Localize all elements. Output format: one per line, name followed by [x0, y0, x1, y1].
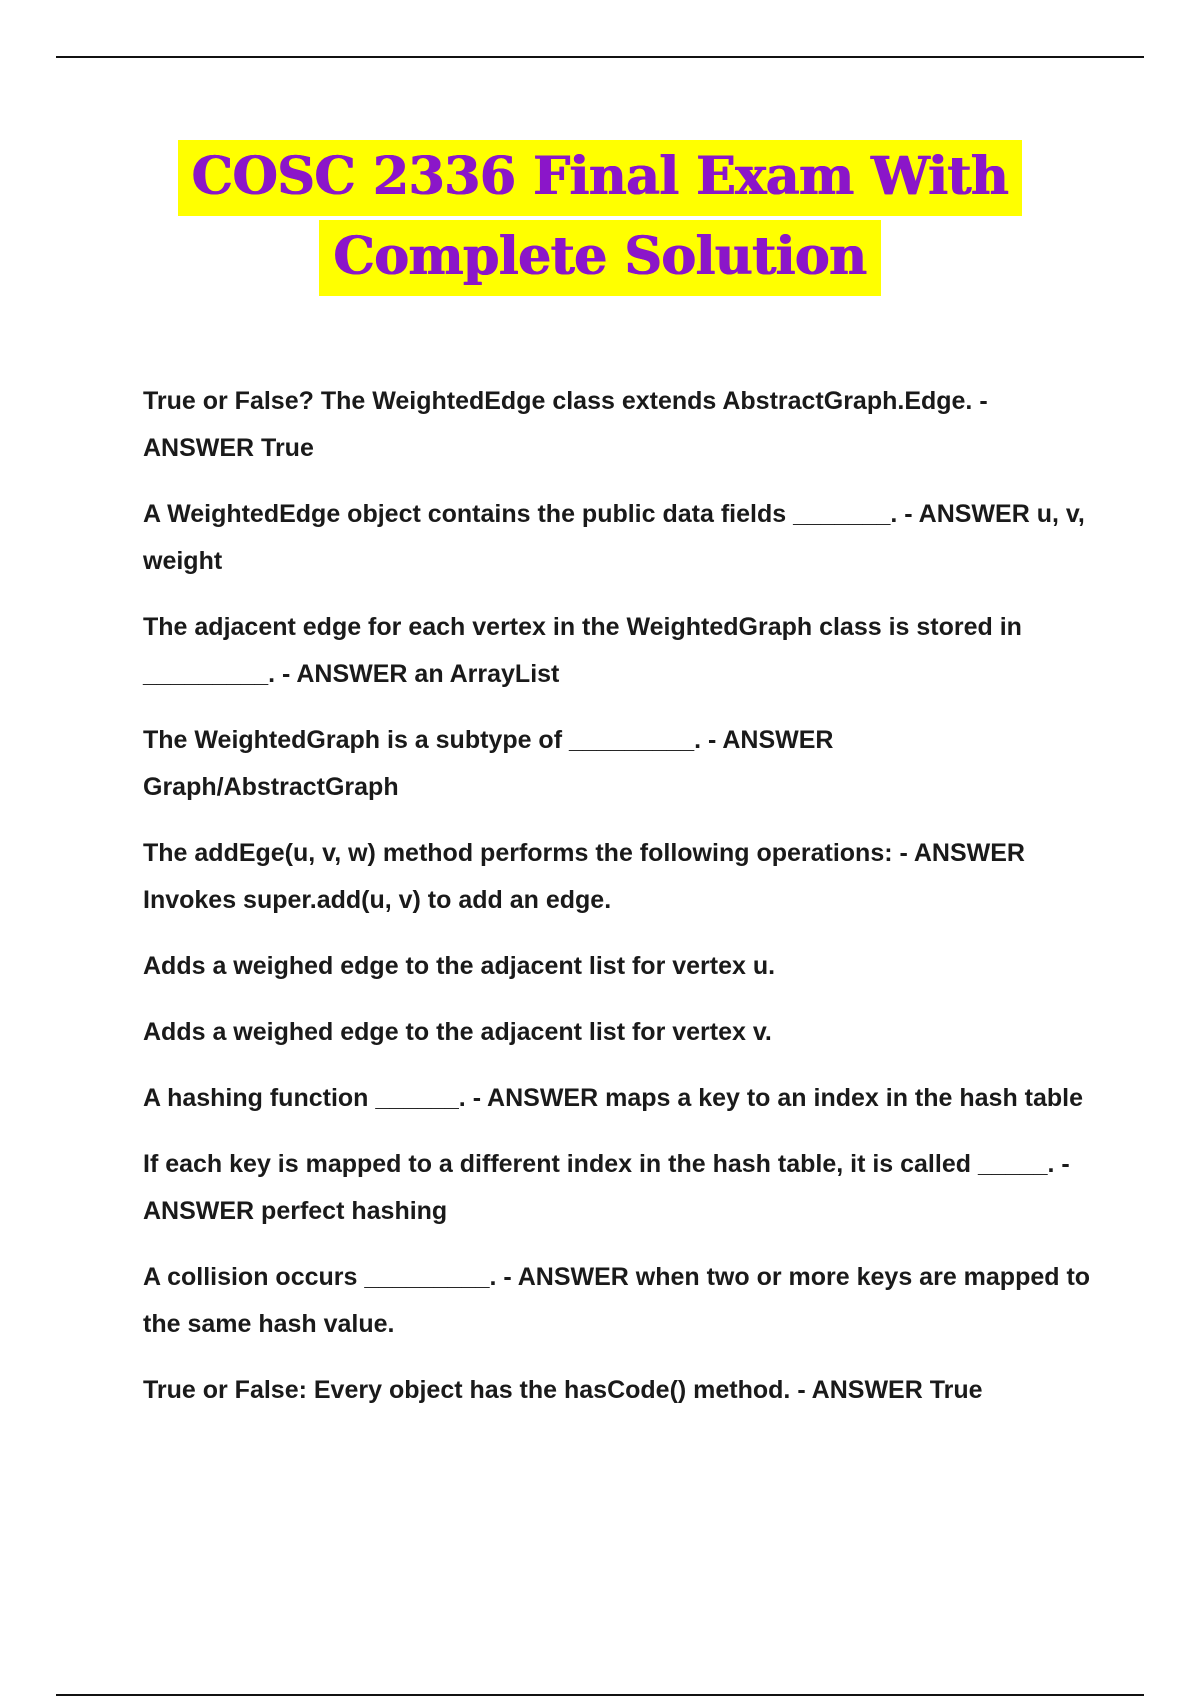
qa-item: If each key is mapped to a different index in the hash table, it is called _____. - ANSWER perfect hashing: [143, 1150, 1070, 1225]
qa-item: True or False: Every object has the hasCode() method. - ANSWER True: [143, 1376, 983, 1404]
bottom-rule: [56, 1694, 1144, 1696]
qa-item: A collision occurs _________. - ANSWER when two or more keys are mapped to the same hash value.: [143, 1263, 1091, 1338]
title-line-1: COSC 2336 Final Exam With: [178, 140, 1023, 216]
qa-item: Adds a weighed edge to the adjacent list for vertex v.: [143, 1018, 772, 1046]
title-line-2: Complete Solution: [319, 220, 880, 296]
qa-item: The WeightedGraph is a subtype of _________. - ANSWER Graph/AbstractGraph: [143, 726, 834, 801]
qa-item: A hashing function ______. - ANSWER maps a key to an index in the hash table: [143, 1084, 1084, 1112]
qa-item: Adds a weighed edge to the adjacent list for vertex u.: [143, 952, 776, 980]
document-title: [0, 140, 1200, 296]
qa-item: True or False? The WeightedEdge class extends AbstractGraph.Edge. - ANSWER True: [143, 387, 988, 462]
question-answer-list: [143, 378, 1093, 1433]
qa-item: The addEge(u, v, w) method performs the following operations: - ANSWER Invokes super.add(u, v) to add an edge.: [143, 839, 1025, 914]
qa-item: The adjacent edge for each vertex in the WeightedGraph class is stored in _________. - ANSWER an ArrayList: [143, 613, 1022, 688]
qa-item: A WeightedEdge object contains the public data fields _______. - ANSWER u, v, weight: [143, 500, 1085, 575]
top-rule: [56, 56, 1144, 58]
